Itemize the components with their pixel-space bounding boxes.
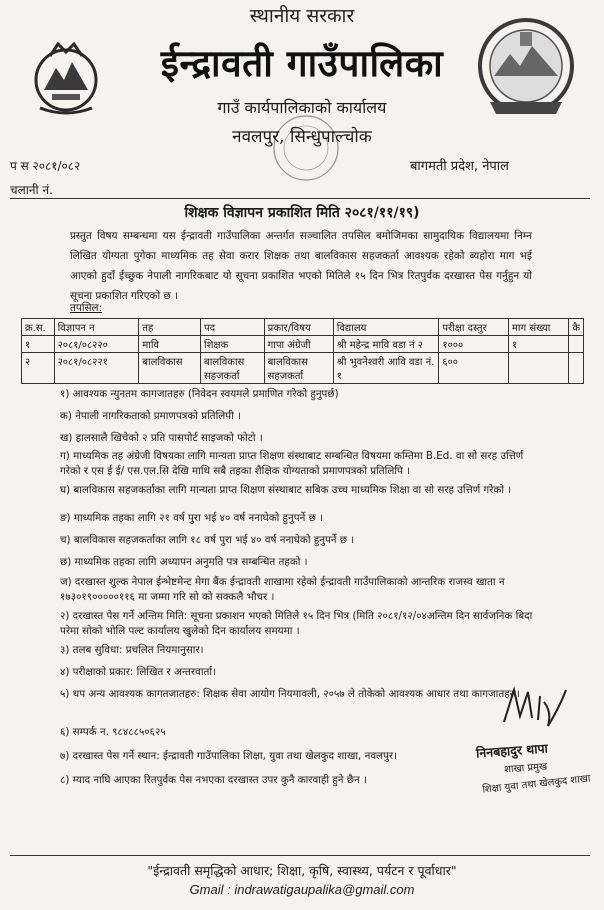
tapasil-label: तपसिल:: [70, 302, 103, 314]
requirement-item: ग) माध्यमिक तह अंग्रेजी विषयका लागि मान्यता प्राप्त शिक्षण संस्थाबाट सम्बन्धित विषयमा कम्तिमा B.Ed. वा सो सरह उत्तिर्ण गरेको र एस ई ई/ एस.एल.सि देखि माथि सबै तहका शैक्षिक योग्यताको प्रमाणपत्रको प्रतिलिपि ।: [60, 450, 524, 477]
municipality-name: ईन्द्रावती गाउँपालिका: [160, 41, 444, 85]
table-cell: गापा अंग्रेजी: [264, 336, 333, 353]
table-cell: २०८१/०८२२०: [54, 336, 139, 353]
table-cell: ६००: [439, 353, 509, 384]
signatory-name: निनबहादुर थापा: [475, 740, 549, 761]
col-header: माग संख्या: [508, 319, 568, 336]
table-cell: १०००: [439, 336, 509, 353]
header-divider: [10, 198, 590, 199]
col-header: क्र.स.: [22, 319, 55, 336]
top-line: स्थानीय सरकार: [249, 5, 355, 27]
office-location: नवलपुर, सिन्धुपाल्चोक: [232, 127, 372, 147]
table-cell: शिक्षक: [201, 336, 265, 353]
requirement-item: ४) परीक्षाको प्रकार: लिखित र अन्तरवार्ता।: [60, 666, 216, 678]
requirement-item: ५) थप अन्य आवश्यक कागतजातहरु: शिक्षक सेवा आयोग नियमावली, २०५७ ले तोकेको आवश्यक आधार तथा कागजातहरु।: [60, 688, 520, 700]
requirement-item: च) बालविकास सहजकर्ताका लागि १८ वर्ष पुरा भई ४० वर्ष ननाघेको हुनुपर्ने छ ।: [60, 534, 355, 546]
table-cell: १: [508, 336, 568, 353]
table-cell: २: [22, 353, 55, 384]
table-cell: मावि: [139, 336, 201, 353]
table-cell: [569, 336, 584, 353]
requirement-item: घ) बालविकास सहजकर्ताका लागि मान्यता प्राप्त शिक्षण संस्थाबाट सबिक उच्च माध्यमिक शिक्षा वा सो सरह उत्तिर्ण गरेको ।: [60, 484, 512, 496]
office-name: गाउँ कार्यपालिकाको कार्यालय: [217, 98, 387, 117]
footer-divider: [10, 855, 590, 856]
table-cell: २०८१/०८२२१: [54, 353, 139, 384]
table-header-row: [22, 319, 584, 336]
footer-motto: "ईन्द्रावती समृद्धिको आधार; शिक्षा, कृषि, स्वास्थ्य, पर्यटन र पूर्वाधार": [147, 863, 457, 878]
col-header: प्रकार/विषय: [264, 319, 333, 336]
vacancy-table: [21, 318, 584, 384]
requirement-item: १) आवश्यक न्युनतम कागजातहरु (निवेदन स्वयमले प्रमाणित गरेको हुनुपर्छ): [60, 388, 339, 400]
requirement-item: ७) दरखास्त पेस गर्ने स्थान: ईन्द्रावती गाउँपालिका शिक्षा, युवा तथा खेलकुद शाखा, नवलपुर।: [60, 750, 397, 762]
requirement-item: ख) हालसालै खिचेको २ प्रति पासपोर्ट साइजको फोटो ।: [60, 432, 263, 444]
table-cell: बालविकास सहजकर्ता: [264, 353, 333, 384]
table-cell: बालविकास: [139, 353, 201, 384]
col-header: पद: [201, 319, 265, 336]
requirement-item: ६) सम्पर्क न. ९८४८८५०६२५: [60, 726, 166, 738]
table-cell: बालविकास सहजकर्ता: [201, 353, 265, 384]
table-cell: [569, 353, 584, 384]
office-stamp: [270, 112, 342, 184]
table-cell: श्री महेन्द्र मावि वडा नं २: [333, 336, 439, 353]
requirement-item: ३) तलब सुविधा: प्रचलित नियमानुसार।: [60, 644, 204, 656]
handwritten-signature: [500, 682, 570, 732]
table-cell: १: [22, 336, 55, 353]
col-header: कै: [569, 319, 584, 336]
col-header: परीक्षा दस्तुर: [439, 319, 509, 336]
table-row: [22, 336, 584, 353]
signatory-department: शिक्षा युवा तथा खेलकुद शाखा: [481, 773, 592, 796]
requirement-item: ज) दरखास्त शुल्क नेपाल ईन्भेष्टमेन्ट मेगा बैंक ईन्द्रावती शाखामा रहेको ईन्द्रावती गाउँपालिकाको आन्तरिक राजस्व खाता न १७३०१९०००००११६ मा जम्मा गरि सो को सक्कलै भौचर ।: [60, 576, 505, 603]
requirement-item: ङ) माध्यमिक तहका लागि २१ वर्ष पुरा भई ४० वर्ष ननाघेको हुनुपर्ने छ ।: [60, 512, 323, 524]
intro-paragraph: प्रस्तुत विषय सम्बन्धमा यस ईन्द्रावती गाउँपालिका अन्तर्गत सञ्चालित तपसिल बमोजिमका सामुदायिक विद्यालयमा निम्न लिखित योग्यता पुगेका माध्यमिक तह सेवा करार शिक्षक तथा बालविकास सहजकर्ता आवश्यक रहेको ब्यहोरा माग भई आएको हुदाँ ईच्छुक नेपाली नागरिकबाट यो सूचना प्रकाशित भएको मितिले १५ दिन भित्र रितपुर्वक दरखास्त पेस गर्नुहुन यो सूचना प्रकाशित गरिएको छ ।: [70, 230, 532, 302]
notice-title: शिक्षक विज्ञापन प्रकाशित मिति २०८१/११/१९): [184, 205, 420, 221]
col-header: विज्ञापन न: [54, 319, 139, 336]
table-cell: [508, 353, 568, 384]
province-name: बागमती प्रदेश, नेपाल: [410, 159, 509, 174]
col-header: विद्यालय: [333, 319, 439, 336]
requirement-item: छ) माध्यमिक तहका लागि अध्यापन अनुमति पत्र सम्बन्धित तहको ।: [60, 556, 308, 568]
reference-number: प स २०८१/०८२: [10, 159, 81, 173]
table-row: [22, 353, 584, 384]
footer-email: Gmail : indrawatigaupalika@gmail.com: [189, 882, 415, 897]
requirement-item: ८) म्याद नाघि आएका रितपुर्वक पेस नभएका दरखास्त उपर कुनै कारवाही हुने छैन ।: [60, 774, 367, 786]
chalani-number: चलानी नं.: [10, 183, 53, 197]
requirement-item: २) दरखास्त पेस गर्ने अन्तिम मिति: सूचना प्रकाशन भएको मितिले १५ दिन भित्र (मिति २०८१/१२/०४अन्तिम दिन सार्वजनिक बिदा परेमा सोको भोलि पल्ट कार्यालय खुलेको दिन कार्यालय समयमा ।: [60, 610, 533, 637]
requirement-item: क) नेपाली नागरिकताको प्रमाणपत्रको प्रतिलिपी ।: [60, 410, 241, 422]
signatory-role: शाखा प्रमुख: [503, 761, 548, 776]
table-cell: श्री भुवनेश्वरी आवि वडा नं. १: [333, 353, 439, 384]
col-header: तह: [139, 319, 201, 336]
